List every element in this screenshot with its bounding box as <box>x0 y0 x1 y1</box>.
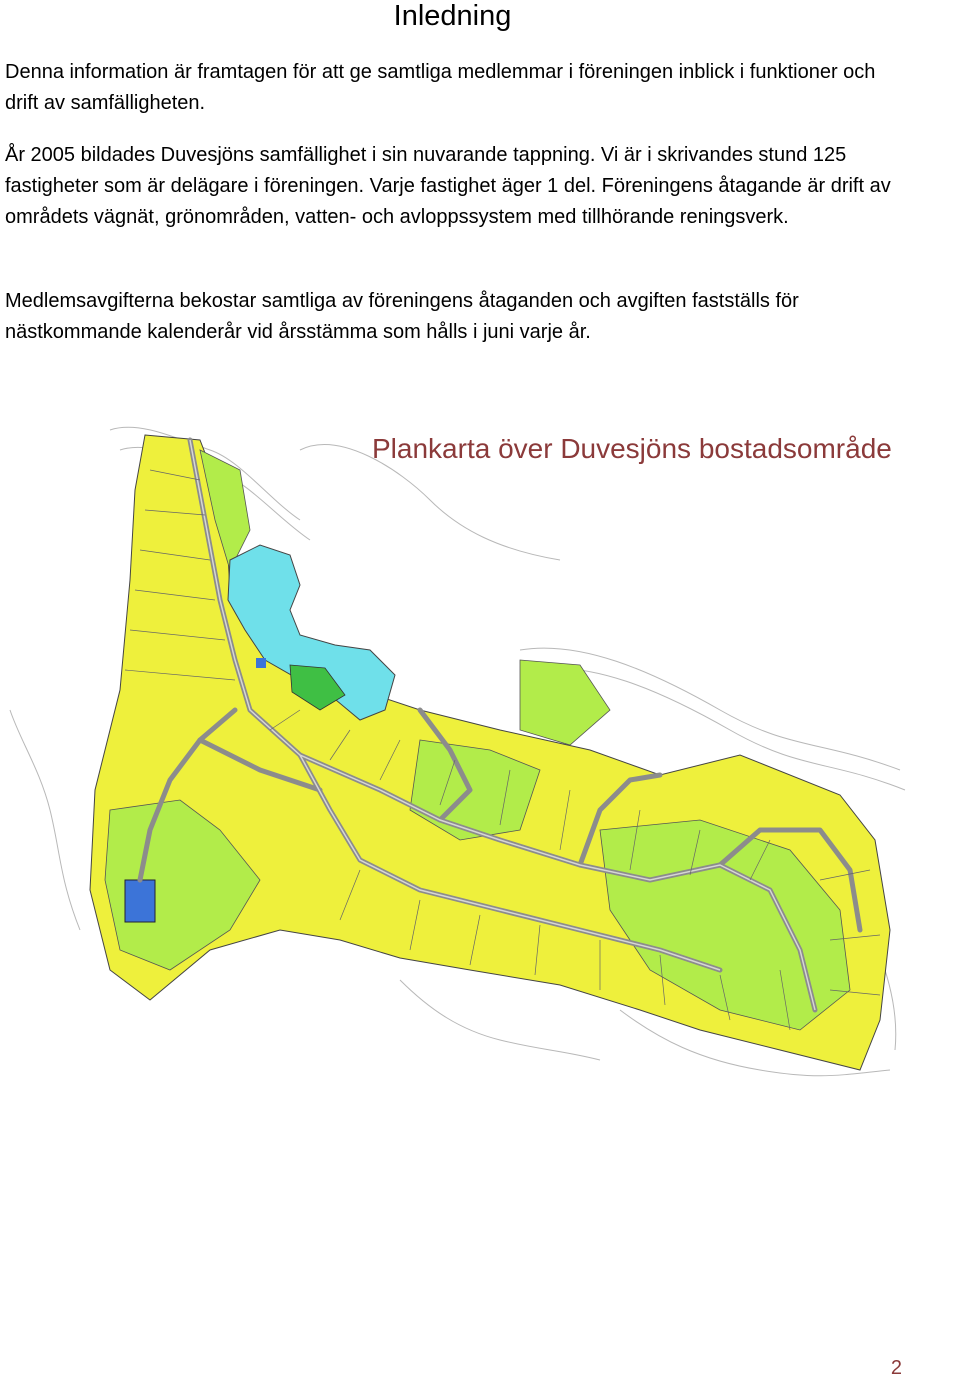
intro-paragraph-3: Medlemsavgifterna bekostar samtliga av föreningens åtaganden och avgiften fastställs för nästkommande kalenderår vid årsstämma som hålls i juni varje år. <box>5 290 799 343</box>
page-number: 2 <box>890 1357 902 1379</box>
site-plan-map <box>0 410 960 1110</box>
facility-building <box>125 880 155 922</box>
page-title: Inledning <box>393 0 512 32</box>
intro-paragraph-2: År 2005 bildades Duvesjöns samfällighet i sin nuvarande tappning. Vi är i skrivandes stund 125 fastigheter som är delägare i föreningen. Varje fastighet äger 1 del. Föreningens åtagande är drift av områdets vägnät, grönområden, vatten- och avloppssystem med tillhörande reningsverk. <box>5 144 891 228</box>
site-plan-drawing <box>0 410 960 1110</box>
intro-paragraph-1: Denna information är framtagen för att ge samtliga medlemmar i föreningen inblick i funktioner och drift av samfälligheten. <box>5 61 876 114</box>
facility-marker <box>256 658 266 668</box>
map-title: Plankarta över Duvesjöns bostadsområde <box>372 433 892 464</box>
